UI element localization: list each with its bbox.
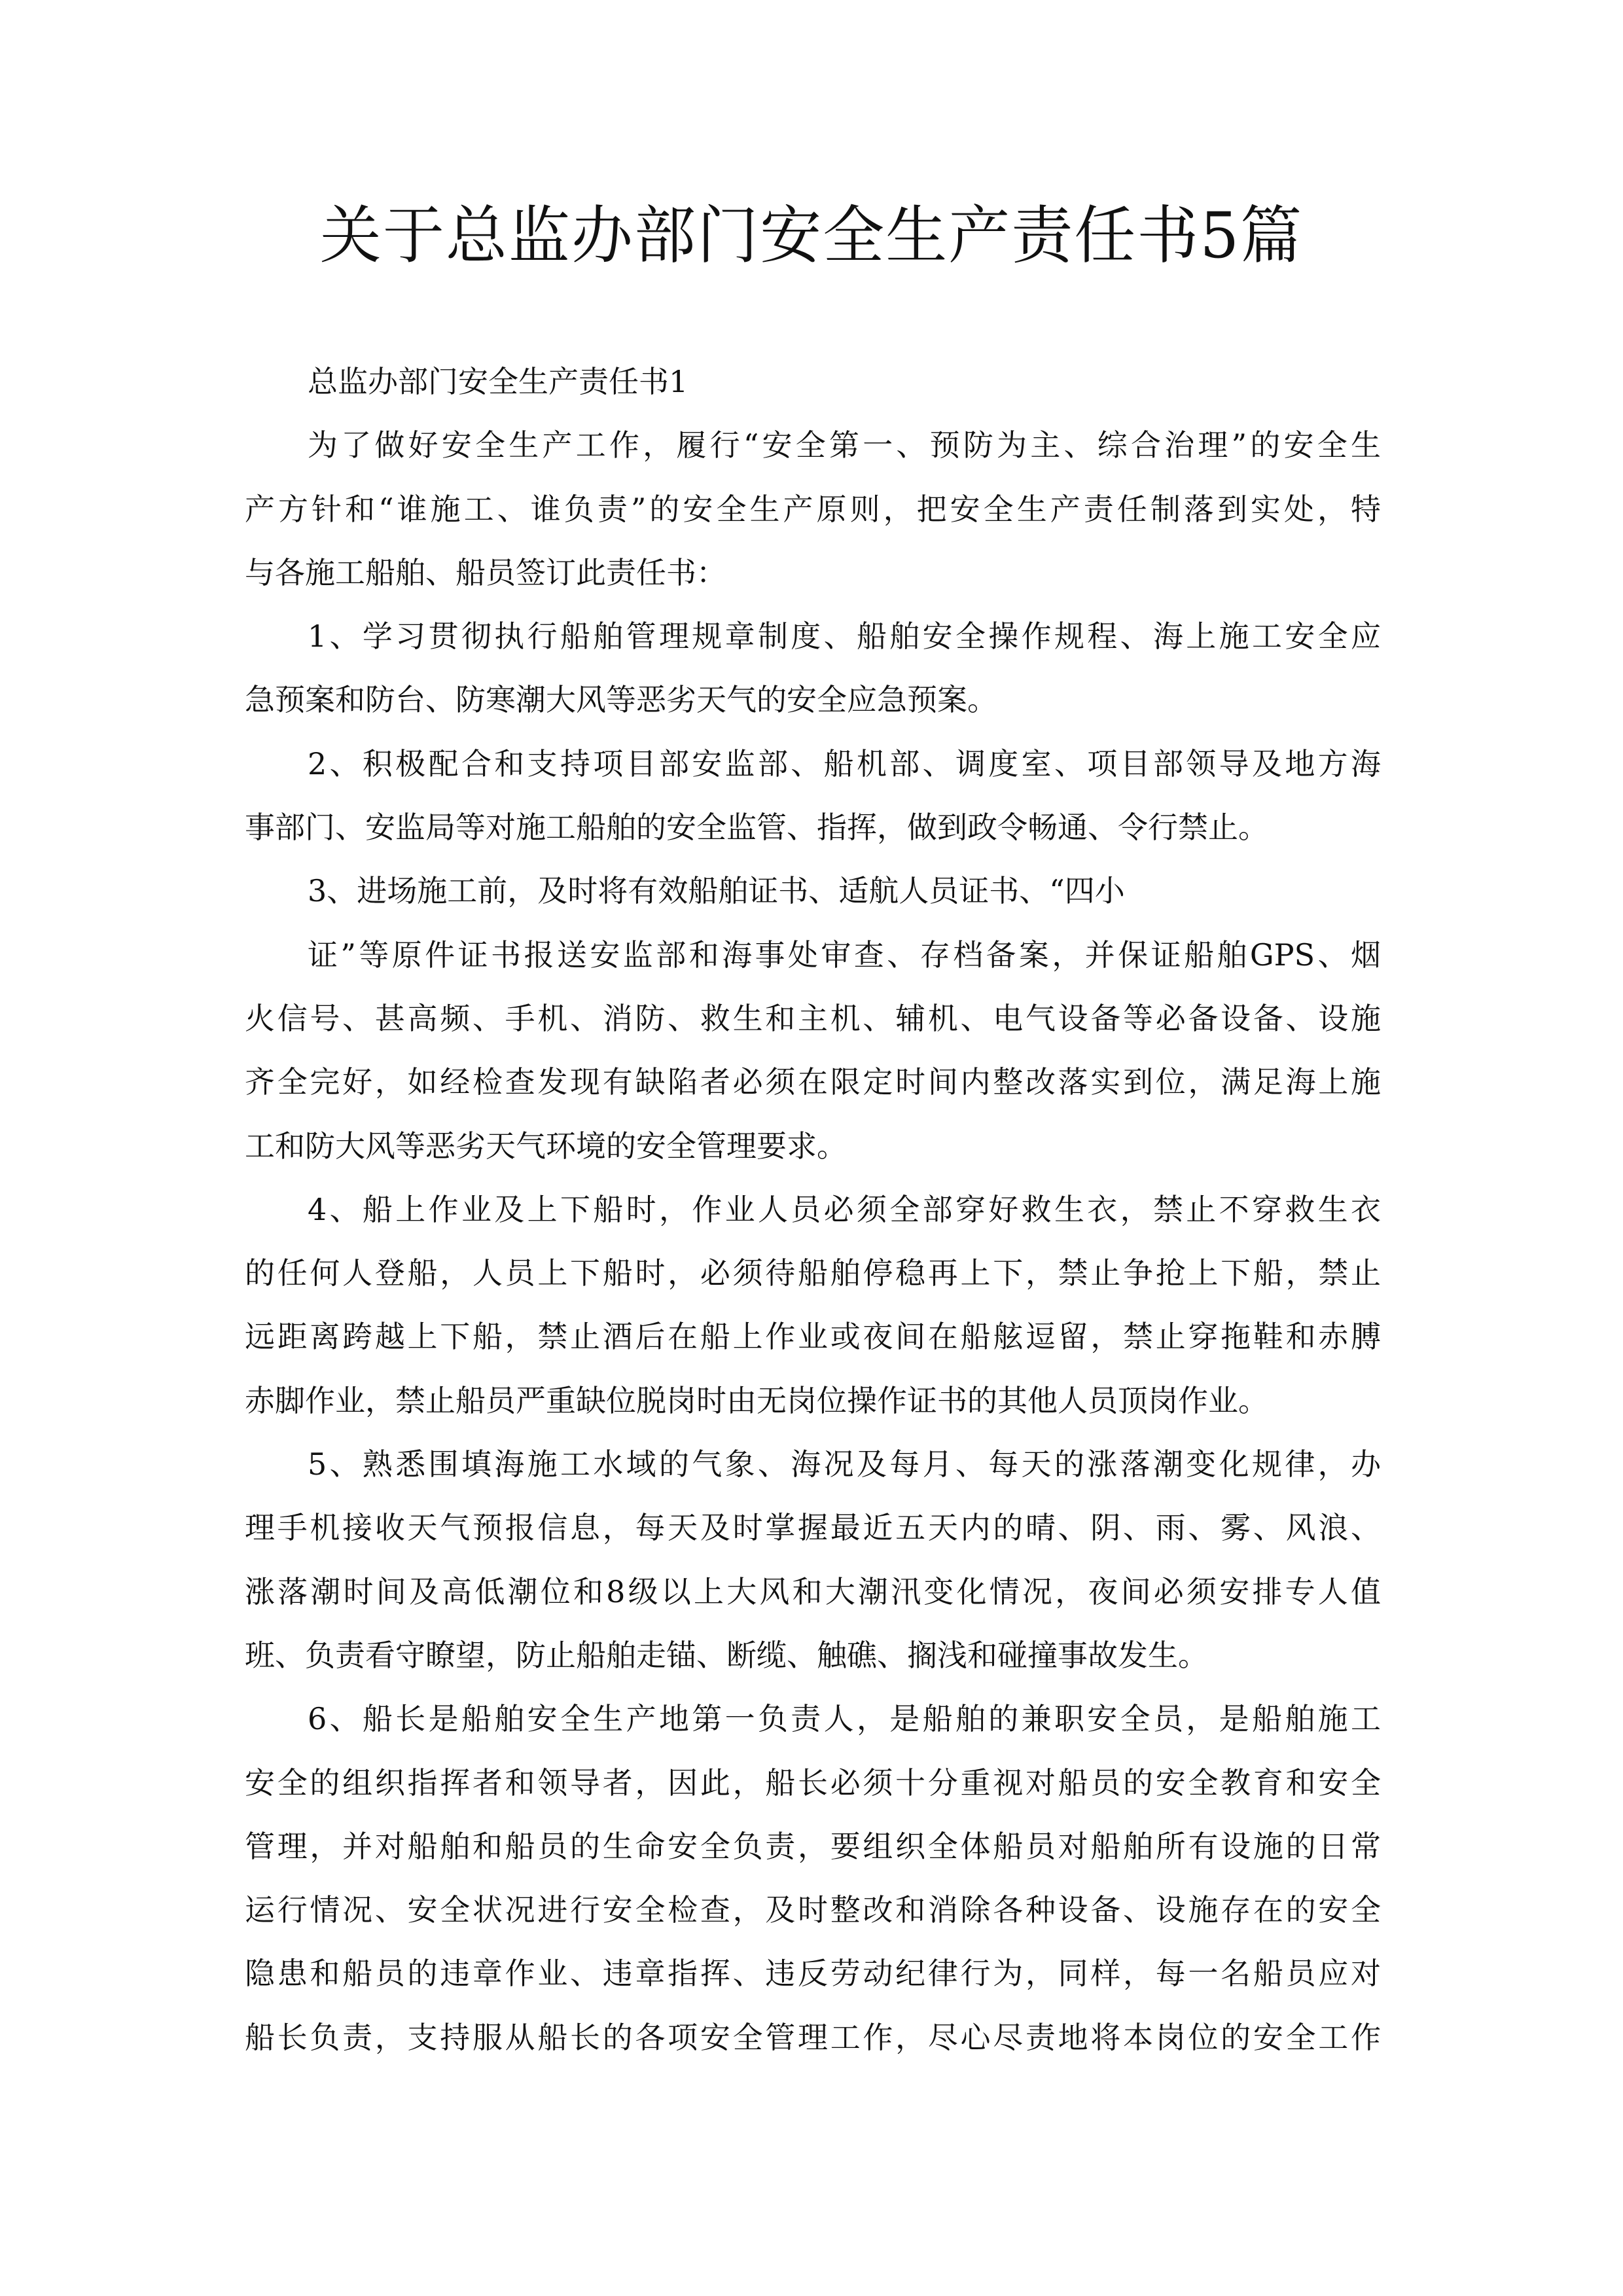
text-line: 火信号、甚高频、手机、消防、救生和主机、辅机、电气设备等必备设备、设施 (245, 1000, 1381, 1036)
text-line: 2、积极配合和支持项目部安监部、船机部、调度室、项目部领导及地方海 (308, 745, 1381, 781)
text-line: 涨落潮时间及高低潮位和8级以上大风和大潮汛变化情况，夜间必须安排专人值 (245, 1573, 1381, 1609)
paragraph-item-2 (245, 732, 1381, 860)
text-line: 的任何人登船，人员上下船时，必须待船舶停稳再上下，禁止争抢上下船，禁止 (245, 1255, 1381, 1291)
paragraph-item-4 (245, 1178, 1381, 1433)
paragraph-item-3 (245, 859, 1381, 1177)
text-line: 6、船长是船舶安全生产地第一负责人，是船舶的兼职安全员，是船舶施工 (308, 1701, 1381, 1737)
text-line: 工和防大风等恶劣天气环境的安全管理要求。 (245, 1128, 847, 1164)
text-line: 齐全完好，如经检查发现有缺陷者必须在限定时间内整改落实到位，满足海上施 (245, 1064, 1381, 1100)
paragraph-item-6 (245, 1687, 1381, 2070)
text-line: 5、熟悉围填海施工水域的气象、海况及每月、每天的涨落潮变化规律，办 (308, 1446, 1381, 1482)
text-line: 船长负责，支持服从船长的各项安全管理工作，尽心尽责地将本岗位的安全工作 (245, 2019, 1381, 2055)
text-line: 3、进场施工前，及时将有效船舶证书、适航人员证书、“四小 (308, 873, 1125, 909)
paragraph-intro (245, 414, 1381, 605)
paragraph-item-5 (245, 1433, 1381, 1687)
text-line: 产方针和“谁施工、谁负责”的安全生产原则，把安全生产责任制落到实处，特 (245, 491, 1381, 527)
paragraph-item-1 (245, 605, 1381, 732)
text-line: 隐患和船员的违章作业、违章指挥、违反劳动纪律行为，同样，每一名船员应对 (245, 1956, 1381, 1992)
section-heading: 总监办部门安全生产责任书1 (308, 364, 688, 399)
text-line: 管理，并对船舶和船员的生命安全负责，要组织全体船员对船舶所有设施的日常 (245, 1828, 1381, 1864)
text-line: 4、船上作业及上下船时，作业人员必须全部穿好救生衣，禁止不穿救生衣 (308, 1191, 1381, 1227)
text-line: 证”等原件证书报送安监部和海事处审查、存档备案，并保证船舶GPS、烟 (308, 937, 1381, 973)
document-title: 关于总监办部门安全生产责任书5篇 (319, 199, 1304, 272)
text-line: 1、学习贯彻执行船舶管理规章制度、船舶安全操作规程、海上施工安全应 (308, 619, 1381, 655)
text-line: 赤脚作业，禁止船员严重缺位脱岗时由无岗位操作证书的其他人员顶岗作业。 (245, 1382, 1268, 1418)
text-line: 急预案和防台、防寒潮大风等恶劣天气的安全应急预案。 (245, 682, 997, 718)
text-line: 理手机接收天气预报信息，每天及时掌握最近五天内的晴、阴、雨、雾、风浪、 (245, 1510, 1381, 1546)
text-line: 班、负责看守瞭望，防止船舶走锚、断缆、触礁、搁浅和碰撞事故发生。 (245, 1637, 1208, 1673)
text-line: 与各施工船舶、船员签订此责任书： (245, 554, 726, 590)
text-line: 远距离跨越上下船，禁止酒后在船上作业或夜间在船舷逗留，禁止穿拖鞋和赤膊 (245, 1319, 1381, 1355)
document-body (245, 350, 1381, 2070)
text-line: 运行情况、安全状况进行安全检查，及时整改和消除各种设备、设施存在的安全 (245, 1892, 1381, 1928)
text-line: 为了做好安全生产工作，履行“安全第一、预防为主、综合治理”的安全生 (308, 427, 1381, 463)
text-line: 安全的组织指挥者和领导者，因此，船长必须十分重视对船员的安全教育和安全 (245, 1765, 1381, 1801)
text-line: 事部门、安监局等对施工船舶的安全监管、指挥，做到政令畅通、令行禁止。 (245, 810, 1268, 846)
